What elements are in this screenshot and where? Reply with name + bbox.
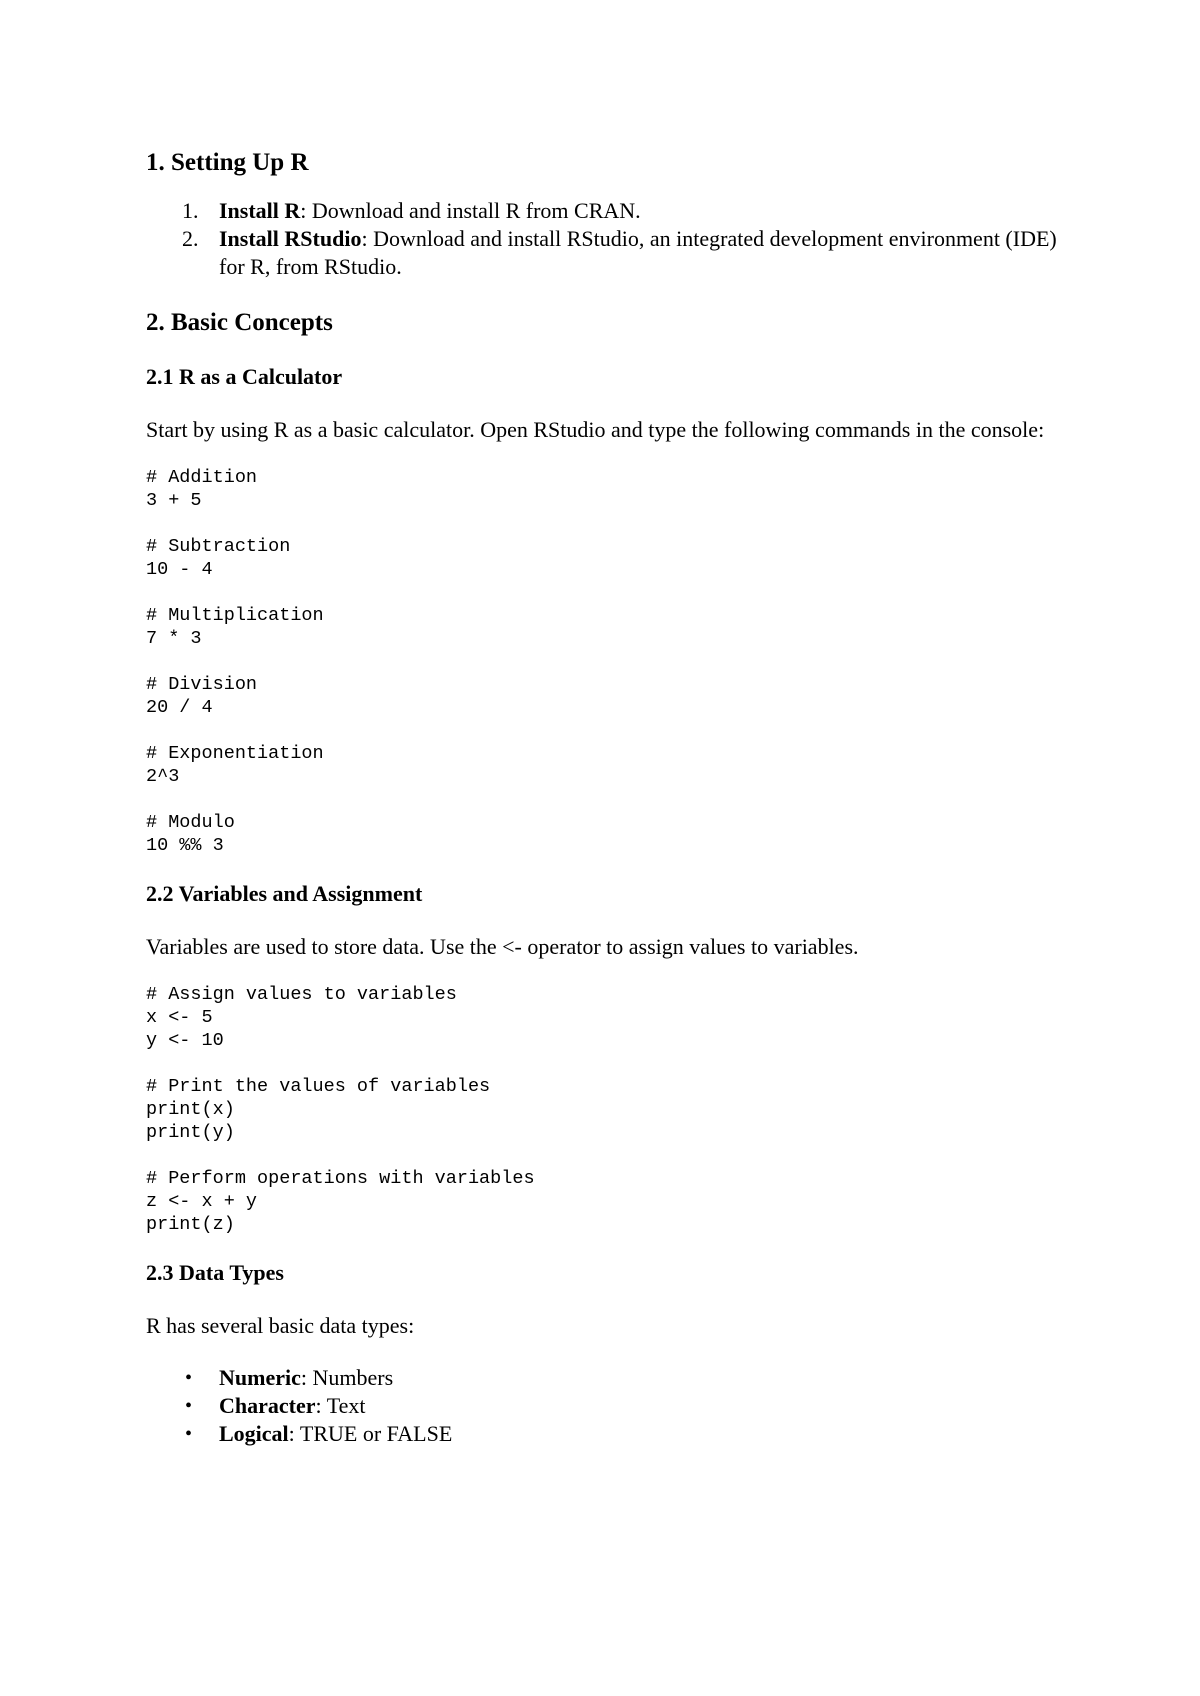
- list-item: [146, 1392, 1066, 1420]
- code-line: 2^3: [146, 766, 180, 787]
- code-comment: # Assign values to variables: [146, 984, 457, 1005]
- data-types-list: [146, 1364, 1066, 1448]
- code-block-calculator: [146, 466, 1066, 857]
- code-line: print(y): [146, 1122, 235, 1143]
- list-term: Install RStudio: [219, 226, 362, 251]
- code-line: print(z): [146, 1214, 235, 1235]
- code-comment: # Exponentiation: [146, 743, 324, 764]
- subsection-heading-variables: 2.2 Variables and Assignment: [146, 881, 423, 906]
- code-line: z <- x + y: [146, 1191, 258, 1212]
- code-comment: # Print the values of variables: [146, 1076, 491, 1097]
- list-number: 2.: [182, 226, 199, 251]
- paragraph-calculator-intro: Start by using R as a basic calculator. Open RStudio and type the following commands in the console:: [146, 417, 1045, 442]
- list-text: : TRUE or FALSE: [288, 1421, 453, 1446]
- list-item: [146, 1420, 1066, 1448]
- list-text: : Text: [315, 1393, 366, 1418]
- list-term: Character: [219, 1393, 316, 1418]
- list-text: : Numbers: [300, 1365, 394, 1390]
- paragraph-variables-intro: Variables are used to store data. Use the <- operator to assign values to variables.: [146, 934, 859, 959]
- list-term: Numeric: [219, 1365, 301, 1390]
- bullet-icon: •: [185, 1395, 193, 1417]
- code-line: print(x): [146, 1099, 235, 1120]
- code-comment: # Subtraction: [146, 536, 291, 557]
- code-comment: # Modulo: [146, 812, 235, 833]
- section-heading-basic-concepts: 2. Basic Concepts: [146, 309, 333, 336]
- code-line: 20 / 4: [146, 697, 213, 718]
- code-comment: # Perform operations with variables: [146, 1168, 535, 1189]
- bullet-icon: •: [185, 1367, 193, 1389]
- code-line: y <- 10: [146, 1030, 224, 1051]
- code-line: 10 - 4: [146, 559, 213, 580]
- code-comment: # Multiplication: [146, 605, 324, 626]
- code-comment: # Addition: [146, 467, 258, 488]
- subsection-heading-data-types: 2.3 Data Types: [146, 1260, 284, 1285]
- list-text: : Download and install R from CRAN.: [300, 198, 641, 223]
- list-text: : Download and install RStudio, an integrated development environment (IDE) for R, from RStudio.: [219, 226, 1057, 279]
- code-block-variables: [146, 983, 1066, 1236]
- paragraph-data-types-intro: R has several basic data types:: [146, 1313, 415, 1338]
- setup-steps-list: [146, 197, 1066, 281]
- list-number: 1.: [182, 198, 199, 223]
- document-page: [146, 146, 1066, 1448]
- code-line: 3 + 5: [146, 490, 202, 511]
- list-term: Logical: [219, 1421, 289, 1446]
- list-item: [146, 225, 1066, 281]
- code-line: x <- 5: [146, 1007, 213, 1028]
- code-line: 7 * 3: [146, 628, 202, 649]
- subsection-heading-calculator: 2.1 R as a Calculator: [146, 364, 343, 389]
- list-term: Install R: [219, 198, 301, 223]
- code-line: 10 %% 3: [146, 835, 224, 856]
- code-comment: # Division: [146, 674, 258, 695]
- section-heading-setting-up-r: 1. Setting Up R: [146, 149, 309, 176]
- list-item: [146, 197, 1066, 225]
- bullet-icon: •: [185, 1423, 193, 1445]
- list-item: [146, 1364, 1066, 1392]
